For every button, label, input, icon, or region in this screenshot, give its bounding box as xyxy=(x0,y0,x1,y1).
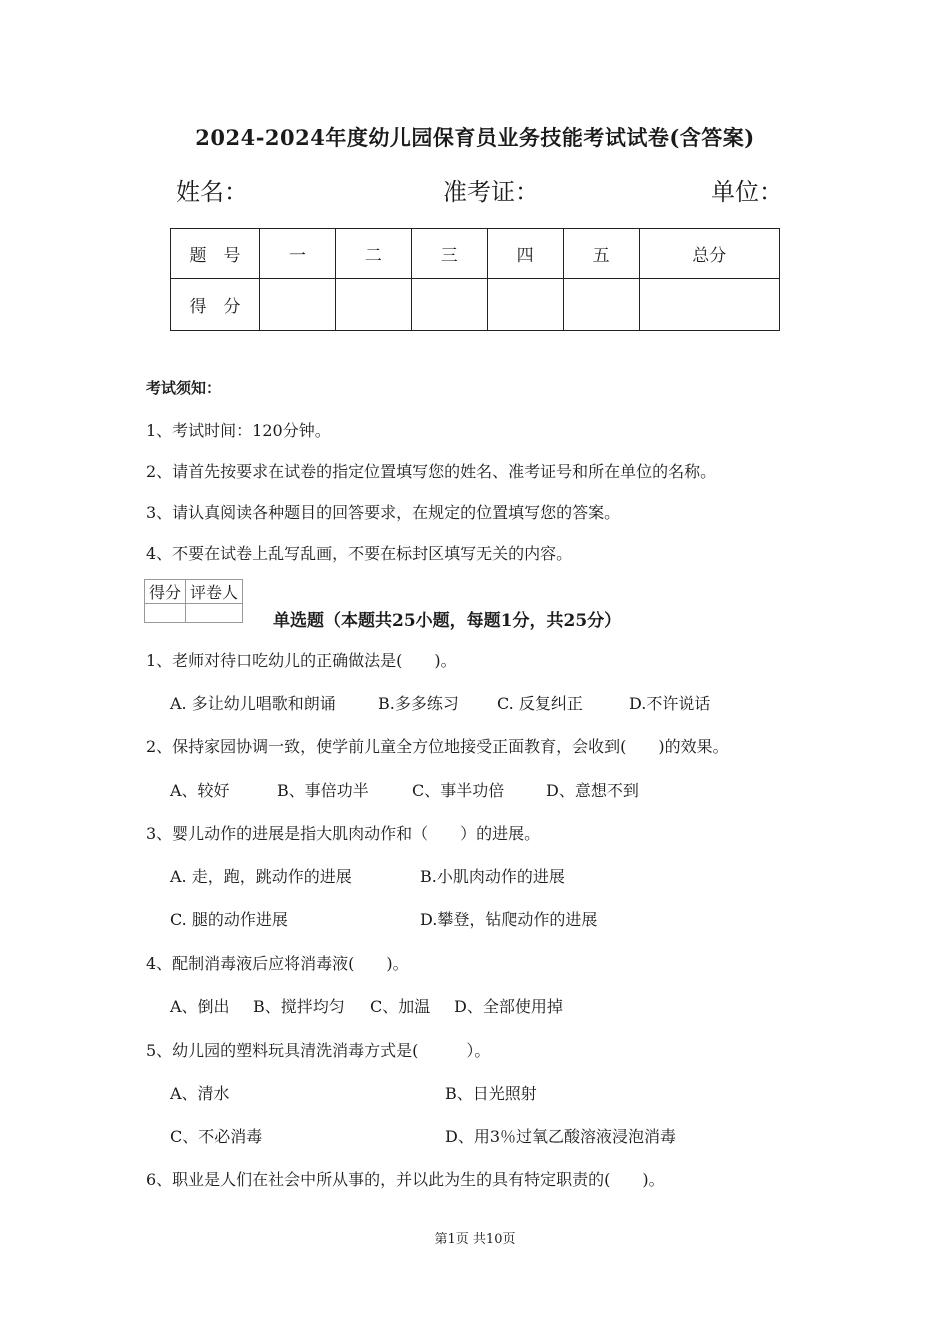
score-cell[interactable] xyxy=(411,279,487,331)
question-option[interactable]: C、加温 xyxy=(370,997,431,1016)
question-text: 4、配制消毒液后应将消毒液( )。 xyxy=(146,954,409,973)
question-option[interactable]: D.不许说话 xyxy=(629,694,711,713)
score-table xyxy=(170,228,780,331)
question-option[interactable]: C、事半功倍 xyxy=(412,781,505,800)
score-table-header-cell: 总分 xyxy=(639,229,779,279)
score-cell[interactable] xyxy=(639,279,779,331)
question-option[interactable]: A、较好 xyxy=(170,781,230,800)
exam-rules-heading: 考试须知： xyxy=(146,379,222,397)
grader-box xyxy=(144,579,243,623)
exam-rule-item: 2、请首先按要求在试卷的指定位置填写您的姓名、准考证号和所在单位的名称。 xyxy=(146,462,717,481)
question-option[interactable]: D、意想不到 xyxy=(546,781,639,800)
score-table-header-row xyxy=(171,229,780,279)
question-option[interactable]: D、用3％过氧乙酸溶液浸泡消毒 xyxy=(445,1127,677,1146)
grader-score-cell[interactable] xyxy=(145,604,186,623)
question-text: 3、婴儿动作的进展是指大肌肉动作和（ ）的进展。 xyxy=(146,824,541,843)
question-option[interactable]: B.多多练习 xyxy=(378,694,459,713)
score-table-header-cell: 三 xyxy=(411,229,487,279)
score-row-label: 得 分 xyxy=(171,279,260,331)
score-cell[interactable] xyxy=(487,279,563,331)
score-table-header-cell: 二 xyxy=(335,229,411,279)
score-cell[interactable] xyxy=(335,279,411,331)
page-number: 第1页 共10页 xyxy=(434,1232,516,1247)
page-title: 2024-2024年度幼儿园保育员业务技能考试试卷(含答案) xyxy=(195,125,755,150)
question-option[interactable]: C. 腿的动作进展 xyxy=(170,910,288,929)
exam-rule-item: 3、请认真阅读各种题目的回答要求，在规定的位置填写您的答案。 xyxy=(146,503,621,522)
score-table-header-cell: 四 xyxy=(487,229,563,279)
question-option[interactable]: A. 走，跑，跳动作的进展 xyxy=(170,867,352,886)
question-option[interactable]: B、日光照射 xyxy=(445,1084,537,1103)
question-text: 6、职业是人们在社会中所从事的，并以此为生的具有特定职责的( )。 xyxy=(146,1170,665,1189)
question-option[interactable]: A、清水 xyxy=(170,1084,230,1103)
score-table-header-cell: 五 xyxy=(563,229,639,279)
grader-name-label: 评卷人 xyxy=(186,580,243,604)
question-option[interactable]: B、搅拌均匀 xyxy=(253,997,345,1016)
question-option[interactable]: D.攀登，钻爬动作的进展 xyxy=(420,910,598,929)
exam-rule-item: 4、不要在试卷上乱写乱画，不要在标封区填写无关的内容。 xyxy=(146,544,573,563)
section-title: 单选题（本题共25小题，每题1分，共25分） xyxy=(273,611,622,631)
question-text: 5、幼儿园的塑料玩具清洗消毒方式是( ）。 xyxy=(146,1041,491,1060)
question-option[interactable]: C、不必消毒 xyxy=(170,1127,263,1146)
score-table-score-row xyxy=(171,279,780,331)
question-option[interactable]: B.小肌肉动作的进展 xyxy=(420,867,565,886)
unit-field-label: 单位： xyxy=(711,178,783,206)
question-option[interactable]: A、倒出 xyxy=(170,997,230,1016)
question-option[interactable]: D、全部使用掉 xyxy=(454,997,563,1016)
grader-name-cell[interactable] xyxy=(186,604,243,623)
grader-score-label: 得分 xyxy=(145,580,186,604)
exam-rule-item: 1、考试时间：120分钟。 xyxy=(146,421,331,440)
question-option[interactable]: C. 反复纠正 xyxy=(497,694,583,713)
question-option[interactable]: A. 多让幼儿唱歌和朗诵 xyxy=(170,694,336,713)
score-table-header-cell: 一 xyxy=(260,229,336,279)
question-text: 1、老师对待口吃幼儿的正确做法是( )。 xyxy=(146,651,457,670)
score-table-header-cell: 题 号 xyxy=(171,229,260,279)
question-option[interactable]: B、事倍功半 xyxy=(277,781,369,800)
name-field-label: 姓名： xyxy=(176,178,248,206)
score-cell[interactable] xyxy=(260,279,336,331)
exam-number-field-label: 准考证： xyxy=(443,178,539,206)
question-text: 2、保持家园协调一致，使学前儿童全方位地接受正面教育，会收到( )的效果。 xyxy=(146,737,729,756)
score-cell[interactable] xyxy=(563,279,639,331)
